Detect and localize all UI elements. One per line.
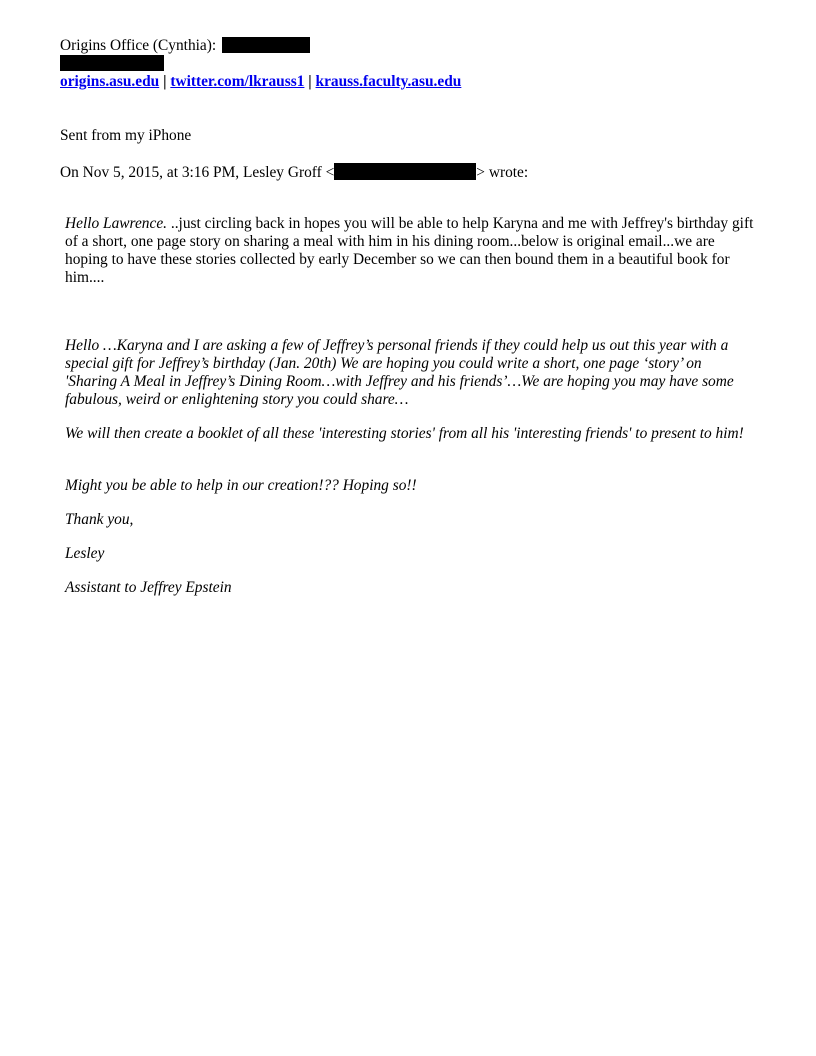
quote-header bbox=[60, 163, 528, 182]
twitter-link[interactable]: twitter.com/lkrauss1 bbox=[170, 73, 305, 90]
redaction-block bbox=[60, 55, 164, 71]
sent-from-line: Sent from my iPhone bbox=[60, 127, 192, 144]
quote-header-suffix: > wrote: bbox=[476, 164, 529, 181]
greeting: Hello Lawrence. bbox=[65, 215, 168, 232]
office-contact-line bbox=[60, 37, 310, 55]
signature-name: Lesley bbox=[65, 545, 105, 562]
redacted-contact-line bbox=[60, 55, 164, 73]
closing-line: Thank you, bbox=[65, 511, 134, 528]
office-label: Origins Office (Cynthia): bbox=[60, 37, 217, 54]
intro-body: ..just circling back in hopes you will be able to help Karyna and me with Jeffrey's birthday gift of a short, one page story on sharing a meal with him in his dining room...below is original email...we are hoping to have these stories collected by early December so we can then bound them in a beautiful book for him.... bbox=[65, 215, 754, 286]
redaction-block bbox=[334, 163, 476, 180]
original-paragraph: Hello …Karyna and I are asking a few of Jeffrey’s personal friends if they could help us out this year with a special gift for Jeffrey’s birthday (Jan. 20th) We are hoping you could write a short, one page ‘story’ on 'Sharing A Meal in Jeffrey’s Dining Room…with Jeffrey and his friends’…We are hoping you may have some fabulous, weird or enlightening story you could share… bbox=[65, 337, 734, 408]
origins-link[interactable]: origins.asu.edu bbox=[60, 73, 160, 90]
redaction-block bbox=[222, 37, 310, 53]
links-line bbox=[60, 73, 461, 91]
link-separator: | bbox=[308, 73, 312, 90]
original-paragraph: We will then create a booklet of all these 'interesting stories' from all his 'interesting friends' to present to him! bbox=[65, 425, 744, 442]
faculty-link[interactable]: krauss.faculty.asu.edu bbox=[315, 73, 462, 90]
quote-header-prefix: On Nov 5, 2015, at 3:16 PM, Lesley Groff < bbox=[60, 164, 335, 181]
quoted-intro-paragraph bbox=[65, 215, 755, 287]
original-paragraph: Might you be able to help in our creation!?? Hoping so!! bbox=[65, 477, 417, 494]
signature-title: Assistant to Jeffrey Epstein bbox=[65, 579, 232, 596]
link-separator: | bbox=[163, 73, 167, 90]
